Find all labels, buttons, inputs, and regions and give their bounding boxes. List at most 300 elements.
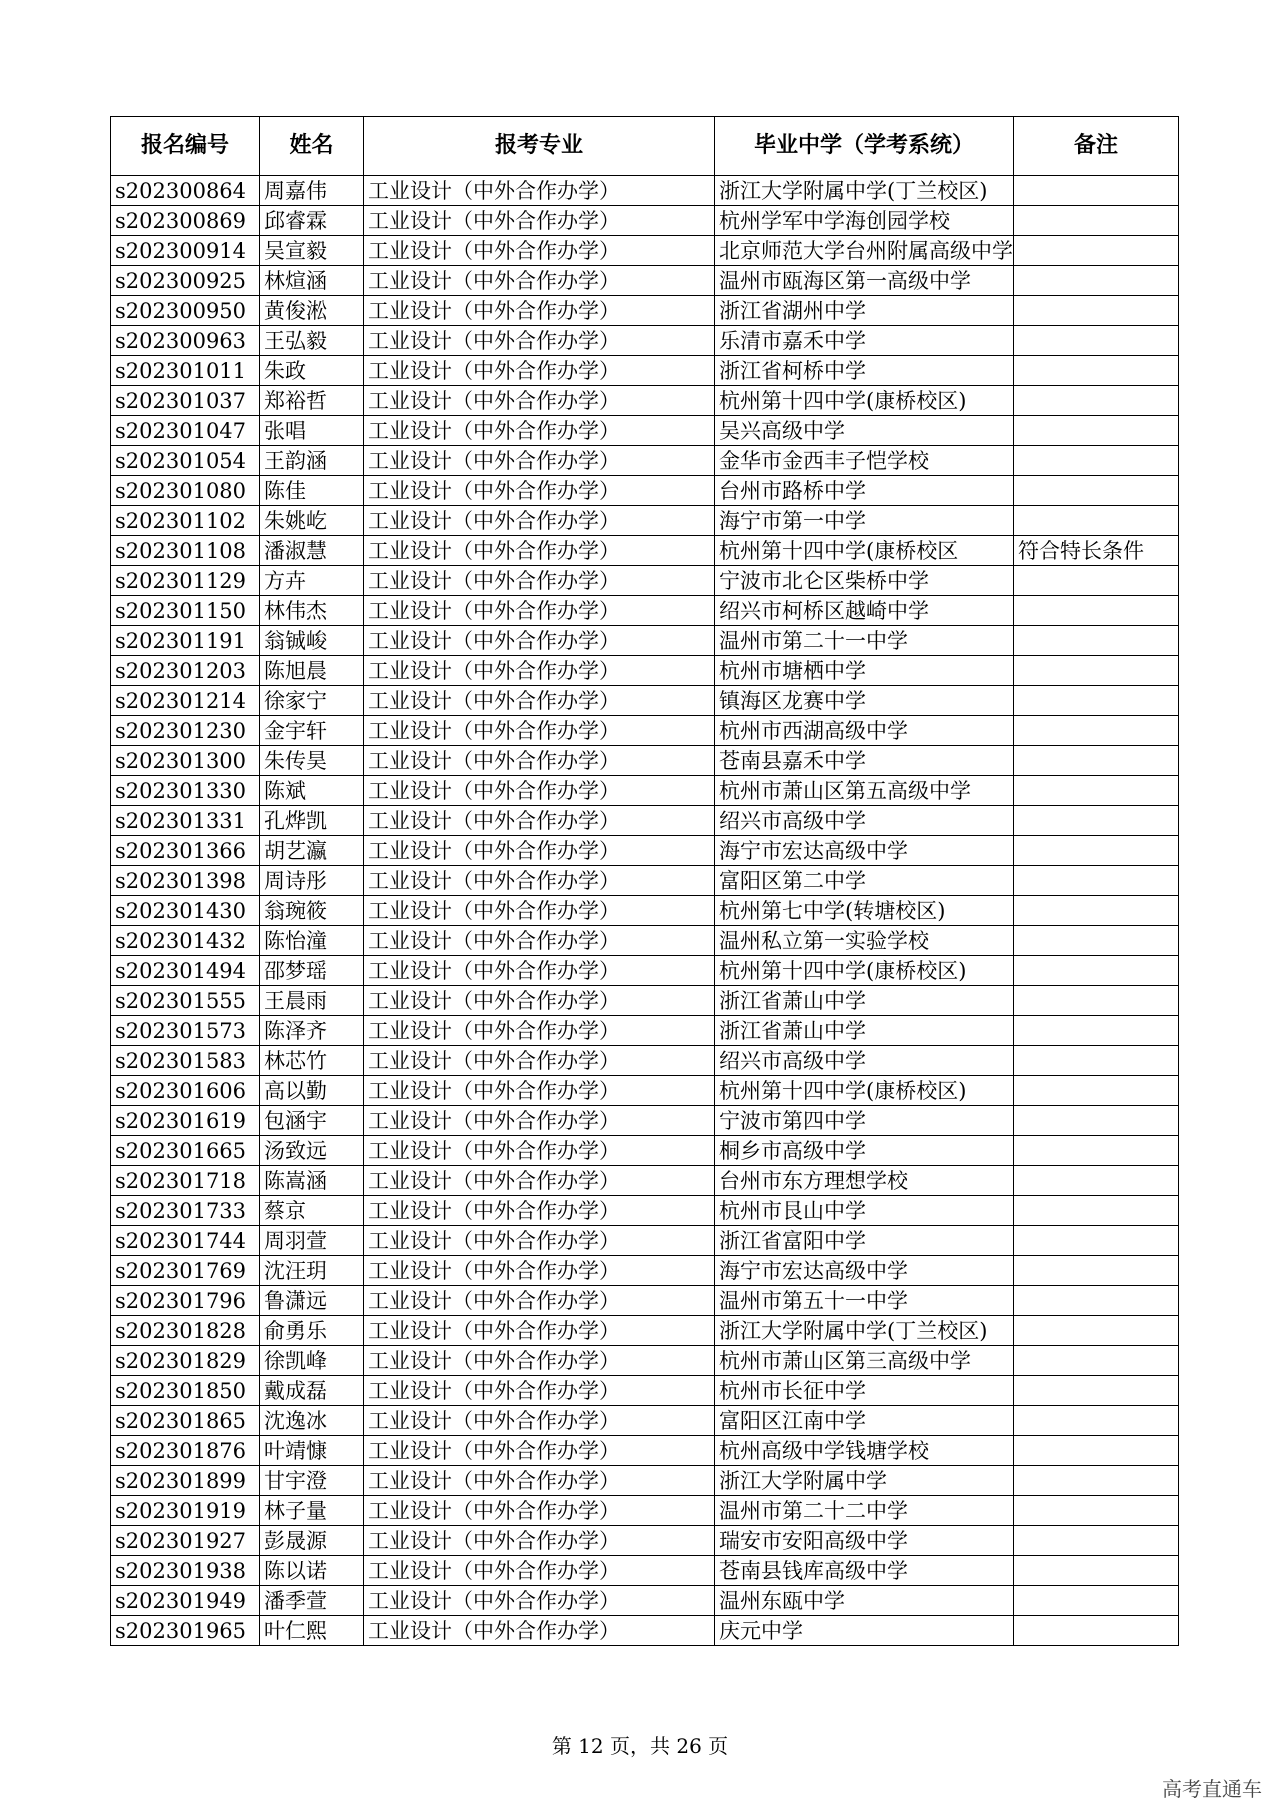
cell-school: 宁波市北仑区柴桥中学 (715, 566, 1014, 596)
table-row (111, 1526, 1179, 1556)
cell-note (1014, 1526, 1179, 1556)
cell-note (1014, 1016, 1179, 1046)
cell-major: 工业设计（中外合作办学） (364, 626, 715, 656)
cell-major: 工业设计（中外合作办学） (364, 656, 715, 686)
table-row (111, 806, 1179, 836)
cell-school: 台州市路桥中学 (715, 476, 1014, 506)
table-row (111, 1316, 1179, 1346)
cell-name: 朱姚屹 (260, 506, 364, 536)
cell-name: 王弘毅 (260, 326, 364, 356)
table-row (111, 866, 1179, 896)
registration-table (110, 116, 1179, 1646)
cell-name: 金宇轩 (260, 716, 364, 746)
cell-school: 绍兴市高级中学 (715, 806, 1014, 836)
table-row (111, 656, 1179, 686)
cell-school: 富阳区江南中学 (715, 1406, 1014, 1436)
cell-note (1014, 1496, 1179, 1526)
cell-major: 工业设计（中外合作办学） (364, 1016, 715, 1046)
cell-note (1014, 1226, 1179, 1256)
cell-major: 工业设计（中外合作办学） (364, 1046, 715, 1076)
cell-id: s202301037 (111, 386, 260, 416)
cell-school: 温州市第二十二中学 (715, 1496, 1014, 1526)
table-row (111, 1466, 1179, 1496)
cell-note (1014, 776, 1179, 806)
cell-school: 富阳区第二中学 (715, 866, 1014, 896)
cell-id: s202301555 (111, 986, 260, 1016)
cell-school: 海宁市第一中学 (715, 506, 1014, 536)
cell-note (1014, 836, 1179, 866)
cell-note (1014, 1166, 1179, 1196)
cell-major: 工业设计（中外合作办学） (364, 476, 715, 506)
cell-major: 工业设计（中外合作办学） (364, 446, 715, 476)
cell-school: 杭州第十四中学(康桥校区) (715, 1076, 1014, 1106)
cell-school: 杭州市萧山区第三高级中学 (715, 1346, 1014, 1376)
cell-id: s202300950 (111, 296, 260, 326)
cell-school: 杭州市塘栖中学 (715, 656, 1014, 686)
cell-school: 杭州市萧山区第五高级中学 (715, 776, 1014, 806)
cell-school: 浙江大学附属中学(丁兰校区) (715, 1316, 1014, 1346)
cell-name: 俞勇乐 (260, 1316, 364, 1346)
table-row (111, 956, 1179, 986)
table-row (111, 1406, 1179, 1436)
cell-major: 工业设计（中外合作办学） (364, 806, 715, 836)
cell-name: 吴宣毅 (260, 236, 364, 266)
cell-major: 工业设计（中外合作办学） (364, 926, 715, 956)
cell-school: 杭州第十四中学(康桥校区 (715, 536, 1014, 566)
cell-note (1014, 1046, 1179, 1076)
page-footer: 第 12 页，共 26 页 (551, 1734, 729, 1758)
cell-school: 吴兴高级中学 (715, 416, 1014, 446)
table-row (111, 716, 1179, 746)
cell-school: 温州市瓯海区第一高级中学 (715, 266, 1014, 296)
table-row (111, 1016, 1179, 1046)
cell-major: 工业设计（中外合作办学） (364, 836, 715, 866)
cell-school: 苍南县嘉禾中学 (715, 746, 1014, 776)
table-row (111, 446, 1179, 476)
cell-school: 北京师范大学台州附属高级中学 (715, 236, 1014, 266)
cell-note (1014, 446, 1179, 476)
cell-id: s202301718 (111, 1166, 260, 1196)
table-row (111, 236, 1179, 266)
cell-major: 工业设计（中外合作办学） (364, 1586, 715, 1616)
cell-note (1014, 896, 1179, 926)
cell-name: 林子量 (260, 1496, 364, 1526)
cell-major: 工业设计（中外合作办学） (364, 206, 715, 236)
cell-id: s202301744 (111, 1226, 260, 1256)
table-row (111, 1376, 1179, 1406)
cell-major: 工业设计（中外合作办学） (364, 506, 715, 536)
cell-note (1014, 866, 1179, 896)
cell-name: 孔烨凯 (260, 806, 364, 836)
cell-school: 金华市金西丰子恺学校 (715, 446, 1014, 476)
table-row (111, 476, 1179, 506)
table-row (111, 1166, 1179, 1196)
cell-id: s202301899 (111, 1466, 260, 1496)
cell-name: 徐凯峰 (260, 1346, 364, 1376)
cell-school: 温州市第二十一中学 (715, 626, 1014, 656)
cell-major: 工业设计（中外合作办学） (364, 956, 715, 986)
watermark: 高考直通车 (1162, 1777, 1262, 1801)
cell-name: 朱政 (260, 356, 364, 386)
cell-major: 工业设计（中外合作办学） (364, 776, 715, 806)
cell-id: s202301150 (111, 596, 260, 626)
cell-id: s202301965 (111, 1616, 260, 1646)
cell-major: 工业设计（中外合作办学） (364, 716, 715, 746)
table-row (111, 1106, 1179, 1136)
cell-id: s202301850 (111, 1376, 260, 1406)
table-row (111, 776, 1179, 806)
cell-major: 工业设计（中外合作办学） (364, 356, 715, 386)
cell-school: 浙江省萧山中学 (715, 986, 1014, 1016)
cell-school: 海宁市宏达高级中学 (715, 836, 1014, 866)
header-school: 毕业中学（学考系统） (715, 117, 1014, 176)
cell-major: 工业设计（中外合作办学） (364, 1106, 715, 1136)
cell-name: 翁铖峻 (260, 626, 364, 656)
cell-name: 林煊涵 (260, 266, 364, 296)
cell-major: 工业设计（中外合作办学） (364, 1286, 715, 1316)
cell-name: 胡艺瀛 (260, 836, 364, 866)
cell-note (1014, 686, 1179, 716)
table-row (111, 596, 1179, 626)
cell-school: 桐乡市高级中学 (715, 1136, 1014, 1166)
cell-id: s202300963 (111, 326, 260, 356)
cell-id: s202301191 (111, 626, 260, 656)
cell-note (1014, 926, 1179, 956)
cell-note (1014, 806, 1179, 836)
cell-school: 海宁市宏达高级中学 (715, 1256, 1014, 1286)
cell-id: s202301733 (111, 1196, 260, 1226)
table-row (111, 896, 1179, 926)
cell-major: 工业设计（中外合作办学） (364, 1316, 715, 1346)
cell-name: 周嘉伟 (260, 176, 364, 206)
cell-id: s202301080 (111, 476, 260, 506)
cell-name: 陈以诺 (260, 1556, 364, 1586)
table-row (111, 416, 1179, 446)
cell-id: s202301865 (111, 1406, 260, 1436)
table-row (111, 1256, 1179, 1286)
cell-id: s202301927 (111, 1526, 260, 1556)
cell-note (1014, 1136, 1179, 1166)
table-row (111, 986, 1179, 1016)
cell-school: 浙江省萧山中学 (715, 1016, 1014, 1046)
cell-major: 工业设计（中外合作办学） (364, 566, 715, 596)
cell-major: 工业设计（中外合作办学） (364, 896, 715, 926)
cell-major: 工业设计（中外合作办学） (364, 1376, 715, 1406)
table-row (111, 176, 1179, 206)
table-row (111, 296, 1179, 326)
cell-name: 叶靖慷 (260, 1436, 364, 1466)
cell-name: 潘淑慧 (260, 536, 364, 566)
table-row (111, 746, 1179, 776)
cell-note (1014, 626, 1179, 656)
cell-note (1014, 416, 1179, 446)
cell-name: 甘宇澄 (260, 1466, 364, 1496)
cell-id: s202301366 (111, 836, 260, 866)
table-row (111, 536, 1179, 566)
cell-major: 工业设计（中外合作办学） (364, 1196, 715, 1226)
cell-major: 工业设计（中外合作办学） (364, 296, 715, 326)
cell-id: s202301573 (111, 1016, 260, 1046)
cell-name: 张唱 (260, 416, 364, 446)
cell-id: s202300925 (111, 266, 260, 296)
table-row (111, 1586, 1179, 1616)
cell-name: 叶仁熙 (260, 1616, 364, 1646)
cell-school: 杭州第七中学(转塘校区) (715, 896, 1014, 926)
cell-name: 汤致远 (260, 1136, 364, 1166)
cell-major: 工业设计（中外合作办学） (364, 1496, 715, 1526)
cell-name: 朱传昊 (260, 746, 364, 776)
cell-school: 浙江省湖州中学 (715, 296, 1014, 326)
cell-major: 工业设计（中外合作办学） (364, 1256, 715, 1286)
cell-note (1014, 326, 1179, 356)
cell-school: 杭州第十四中学(康桥校区) (715, 386, 1014, 416)
cell-major: 工业设计（中外合作办学） (364, 1406, 715, 1436)
cell-school: 杭州市西湖高级中学 (715, 716, 1014, 746)
cell-name: 邵梦瑶 (260, 956, 364, 986)
header-note: 备注 (1014, 117, 1179, 176)
cell-name: 潘季萱 (260, 1586, 364, 1616)
cell-school: 杭州市艮山中学 (715, 1196, 1014, 1226)
cell-id: s202301606 (111, 1076, 260, 1106)
cell-id: s202301919 (111, 1496, 260, 1526)
cell-major: 工业设计（中外合作办学） (364, 746, 715, 776)
cell-school: 浙江大学附属中学 (715, 1466, 1014, 1496)
cell-note (1014, 1256, 1179, 1286)
cell-id: s202301129 (111, 566, 260, 596)
cell-note (1014, 746, 1179, 776)
cell-name: 彭晟源 (260, 1526, 364, 1556)
cell-id: s202300869 (111, 206, 260, 236)
cell-name: 方卉 (260, 566, 364, 596)
table-row (111, 686, 1179, 716)
cell-note (1014, 1586, 1179, 1616)
cell-note (1014, 716, 1179, 746)
cell-school: 庆元中学 (715, 1616, 1014, 1646)
table-row (111, 1616, 1179, 1646)
cell-note (1014, 1076, 1179, 1106)
cell-major: 工业设计（中外合作办学） (364, 686, 715, 716)
cell-note (1014, 296, 1179, 326)
cell-id: s202301494 (111, 956, 260, 986)
cell-school: 镇海区龙赛中学 (715, 686, 1014, 716)
cell-id: s202301619 (111, 1106, 260, 1136)
cell-major: 工业设计（中外合作办学） (364, 1346, 715, 1376)
cell-note (1014, 656, 1179, 686)
cell-note (1014, 596, 1179, 626)
cell-school: 杭州第十四中学(康桥校区) (715, 956, 1014, 986)
cell-name: 包涵宇 (260, 1106, 364, 1136)
cell-note (1014, 566, 1179, 596)
cell-note (1014, 1106, 1179, 1136)
cell-major: 工业设计（中外合作办学） (364, 866, 715, 896)
cell-school: 台州市东方理想学校 (715, 1166, 1014, 1196)
cell-id: s202301828 (111, 1316, 260, 1346)
cell-note (1014, 1346, 1179, 1376)
table-row (111, 356, 1179, 386)
cell-major: 工业设计（中外合作办学） (364, 236, 715, 266)
cell-major: 工业设计（中外合作办学） (364, 1436, 715, 1466)
table-row (111, 1046, 1179, 1076)
table-row (111, 1286, 1179, 1316)
header-name: 姓名 (260, 117, 364, 176)
table-row (111, 206, 1179, 236)
cell-major: 工业设计（中外合作办学） (364, 1526, 715, 1556)
table-row (111, 626, 1179, 656)
cell-name: 沈逸冰 (260, 1406, 364, 1436)
cell-id: s202301398 (111, 866, 260, 896)
cell-note (1014, 1196, 1179, 1226)
header-id: 报名编号 (111, 117, 260, 176)
cell-major: 工业设计（中外合作办学） (364, 986, 715, 1016)
table-row (111, 1556, 1179, 1586)
cell-name: 陈佳 (260, 476, 364, 506)
cell-name: 陈嵩涵 (260, 1166, 364, 1196)
header-major: 报考专业 (364, 117, 715, 176)
cell-note (1014, 176, 1179, 206)
cell-major: 工业设计（中外合作办学） (364, 596, 715, 626)
cell-school: 苍南县钱库高级中学 (715, 1556, 1014, 1586)
cell-name: 林芯竹 (260, 1046, 364, 1076)
cell-name: 郑裕哲 (260, 386, 364, 416)
cell-major: 工业设计（中外合作办学） (364, 536, 715, 566)
cell-id: s202301432 (111, 926, 260, 956)
cell-note (1014, 1286, 1179, 1316)
cell-major: 工业设计（中外合作办学） (364, 1466, 715, 1496)
cell-id: s202301214 (111, 686, 260, 716)
cell-note (1014, 1616, 1179, 1646)
cell-name: 鲁潇远 (260, 1286, 364, 1316)
cell-name: 王韵涵 (260, 446, 364, 476)
cell-id: s202301047 (111, 416, 260, 446)
cell-id: s202301796 (111, 1286, 260, 1316)
cell-school: 浙江大学附属中学(丁兰校区) (715, 176, 1014, 206)
cell-school: 浙江省富阳中学 (715, 1226, 1014, 1256)
cell-name: 蔡京 (260, 1196, 364, 1226)
cell-school: 绍兴市高级中学 (715, 1046, 1014, 1076)
cell-name: 陈怡潼 (260, 926, 364, 956)
cell-major: 工业设计（中外合作办学） (364, 266, 715, 296)
cell-note (1014, 386, 1179, 416)
cell-major: 工业设计（中外合作办学） (364, 1226, 715, 1256)
cell-school: 浙江省柯桥中学 (715, 356, 1014, 386)
cell-id: s202301330 (111, 776, 260, 806)
cell-id: s202301829 (111, 1346, 260, 1376)
cell-name: 周羽萱 (260, 1226, 364, 1256)
cell-note (1014, 1316, 1179, 1346)
cell-note (1014, 1466, 1179, 1496)
cell-id: s202301938 (111, 1556, 260, 1586)
cell-major: 工业设计（中外合作办学） (364, 1076, 715, 1106)
cell-id: s202301583 (111, 1046, 260, 1076)
cell-name: 翁琬筱 (260, 896, 364, 926)
cell-note: 符合特长条件 (1014, 536, 1179, 566)
cell-note (1014, 206, 1179, 236)
cell-name: 沈汪玥 (260, 1256, 364, 1286)
cell-school: 杭州高级中学钱塘学校 (715, 1436, 1014, 1466)
cell-school: 温州私立第一实验学校 (715, 926, 1014, 956)
cell-name: 林伟杰 (260, 596, 364, 626)
cell-note (1014, 986, 1179, 1016)
cell-major: 工业设计（中外合作办学） (364, 386, 715, 416)
cell-id: s202301665 (111, 1136, 260, 1166)
cell-school: 杭州市长征中学 (715, 1376, 1014, 1406)
table-row (111, 506, 1179, 536)
cell-name: 陈旭晨 (260, 656, 364, 686)
table-row (111, 266, 1179, 296)
table-row (111, 926, 1179, 956)
cell-name: 黄俊淞 (260, 296, 364, 326)
cell-name: 王晨雨 (260, 986, 364, 1016)
header-row (111, 117, 1179, 176)
cell-name: 陈斌 (260, 776, 364, 806)
cell-name: 陈泽齐 (260, 1016, 364, 1046)
table-row (111, 386, 1179, 416)
table-row (111, 566, 1179, 596)
cell-id: s202300864 (111, 176, 260, 206)
cell-school: 温州市第五十一中学 (715, 1286, 1014, 1316)
cell-major: 工业设计（中外合作办学） (364, 1616, 715, 1646)
cell-note (1014, 266, 1179, 296)
cell-id: s202301011 (111, 356, 260, 386)
cell-id: s202301331 (111, 806, 260, 836)
cell-id: s202301430 (111, 896, 260, 926)
cell-major: 工业设计（中外合作办学） (364, 416, 715, 446)
cell-major: 工业设计（中外合作办学） (364, 1556, 715, 1586)
cell-id: s202301876 (111, 1436, 260, 1466)
cell-school: 乐清市嘉禾中学 (715, 326, 1014, 356)
cell-note (1014, 356, 1179, 386)
table-row (111, 1226, 1179, 1256)
table-row (111, 1136, 1179, 1166)
cell-note (1014, 1556, 1179, 1586)
cell-major: 工业设计（中外合作办学） (364, 326, 715, 356)
cell-name: 邱睿霖 (260, 206, 364, 236)
cell-name: 周诗彤 (260, 866, 364, 896)
cell-major: 工业设计（中外合作办学） (364, 176, 715, 206)
cell-id: s202301949 (111, 1586, 260, 1616)
cell-school: 瑞安市安阳高级中学 (715, 1526, 1014, 1556)
cell-id: s202301300 (111, 746, 260, 776)
cell-note (1014, 476, 1179, 506)
cell-major: 工业设计（中外合作办学） (364, 1136, 715, 1166)
table-row (111, 1496, 1179, 1526)
table-row (111, 836, 1179, 866)
table-row (111, 1196, 1179, 1226)
table-row (111, 1346, 1179, 1376)
cell-school: 宁波市第四中学 (715, 1106, 1014, 1136)
cell-id: s202301102 (111, 506, 260, 536)
cell-name: 徐家宁 (260, 686, 364, 716)
table-row (111, 1436, 1179, 1466)
cell-name: 戴成磊 (260, 1376, 364, 1406)
cell-note (1014, 236, 1179, 266)
cell-school: 绍兴市柯桥区越崎中学 (715, 596, 1014, 626)
table-body (111, 176, 1179, 1646)
cell-school: 杭州学军中学海创园学校 (715, 206, 1014, 236)
cell-id: s202301769 (111, 1256, 260, 1286)
cell-id: s202301230 (111, 716, 260, 746)
cell-note (1014, 1436, 1179, 1466)
cell-major: 工业设计（中外合作办学） (364, 1166, 715, 1196)
cell-school: 温州东瓯中学 (715, 1586, 1014, 1616)
table-row (111, 326, 1179, 356)
table-row (111, 1076, 1179, 1106)
cell-note (1014, 506, 1179, 536)
cell-note (1014, 956, 1179, 986)
cell-id: s202301108 (111, 536, 260, 566)
cell-note (1014, 1376, 1179, 1406)
cell-id: s202300914 (111, 236, 260, 266)
